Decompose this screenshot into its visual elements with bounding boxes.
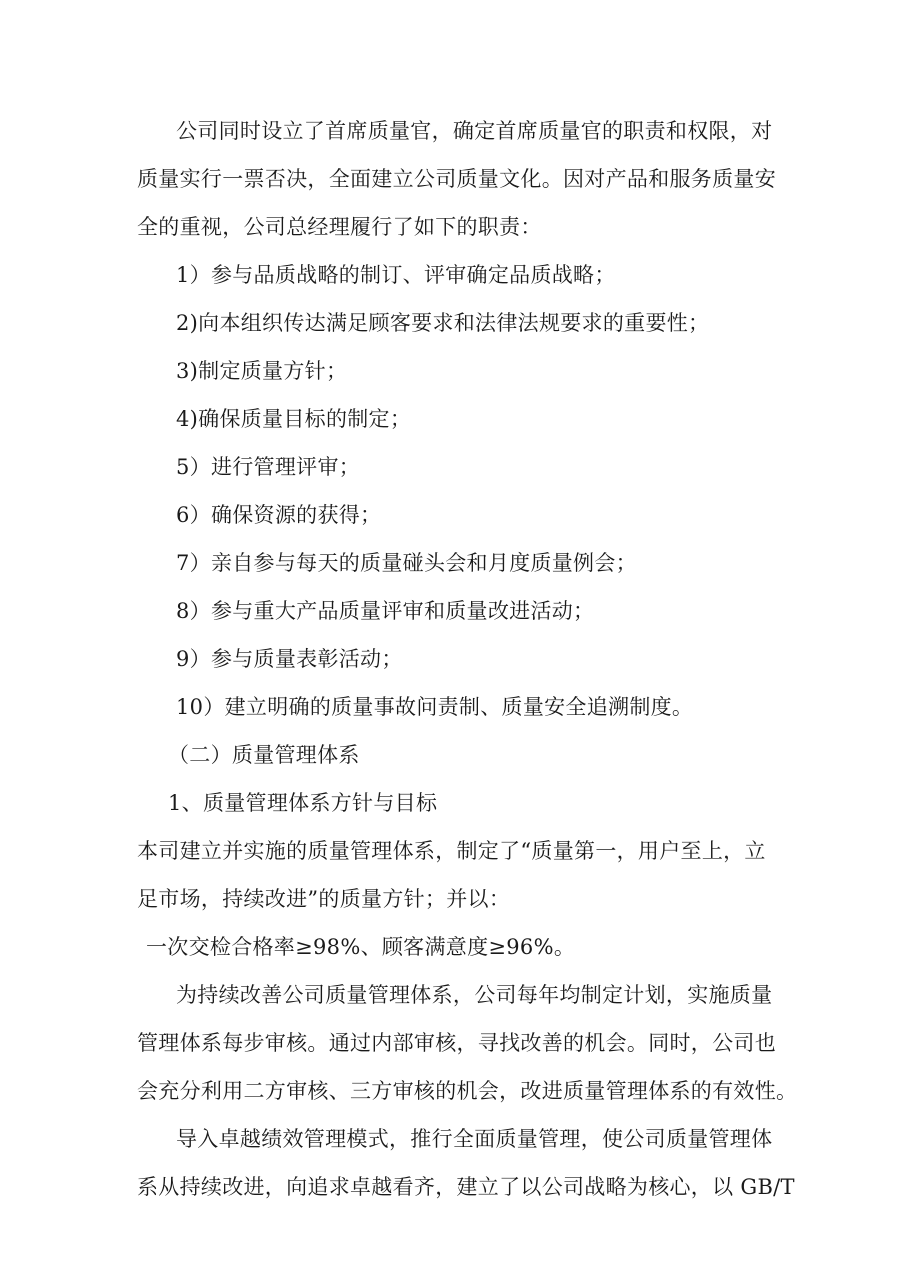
subsection-heading: 1、质量管理体系方针与目标: [168, 791, 438, 815]
paragraph-line-4: 本司建立并实施的质量管理体系，制定了“质量第一，用户至上，立: [137, 839, 766, 863]
paragraph-line-8: 管理体系每步审核。通过内部审核，寻找改善的机会。同时，公司也: [137, 1031, 776, 1055]
paragraph-line-1: 公司同时设立了首席质量官，确定首席质量官的职责和权限，对: [176, 119, 773, 143]
section-heading: （二）质量管理体系: [168, 743, 360, 767]
paragraph-line-2: 质量实行一票否决，全面建立公司质量文化。因对产品和服务质量安: [137, 167, 776, 191]
paragraph-line-10: 导入卓越绩效管理模式，推行全面质量管理，使公司质量管理体: [176, 1127, 773, 1151]
paragraph-line-11: 系从持续改进，向追求卓越看齐，建立了以公司战略为核心，以 GB/T: [137, 1175, 795, 1199]
list-item-10: 10）建立明确的质量事故问责制、质量安全追溯制度。: [176, 695, 694, 719]
list-item-6: 6）确保资源的获得；: [176, 503, 382, 527]
list-item-3: 3)制定质量方针；: [176, 359, 348, 383]
list-item-2: 2)向本组织传达满足顾客要求和法律法规要求的重要性；: [176, 311, 710, 335]
list-item-7: 7）亲自参与每天的质量碰头会和月度质量例会；: [176, 551, 637, 575]
paragraph-line-6: 一次交检合格率≥98%、顾客满意度≥96%。: [146, 935, 576, 959]
paragraph-line-9: 会充分利用二方审核、三方审核的机会，改进质量管理体系的有效性。: [137, 1079, 798, 1103]
paragraph-line-7: 为持续改善公司质量管理体系，公司每年均制定计划，实施质量: [176, 983, 773, 1007]
list-item-9: 9）参与质量表彰活动；: [176, 647, 403, 671]
list-item-8: 8）参与重大产品质量评审和质量改进活动；: [176, 599, 595, 623]
list-item-5: 5）进行管理评审；: [176, 455, 361, 479]
paragraph-line-3: 全的重视，公司总经理履行了如下的职责：: [137, 215, 542, 239]
list-item-4: 4)确保质量目标的制定；: [176, 407, 412, 431]
paragraph-line-5: 足市场，持续改进”的质量方针；并以：: [137, 887, 511, 911]
list-item-1: 1）参与品质战略的制订、评审确定品质战略；: [176, 263, 616, 287]
